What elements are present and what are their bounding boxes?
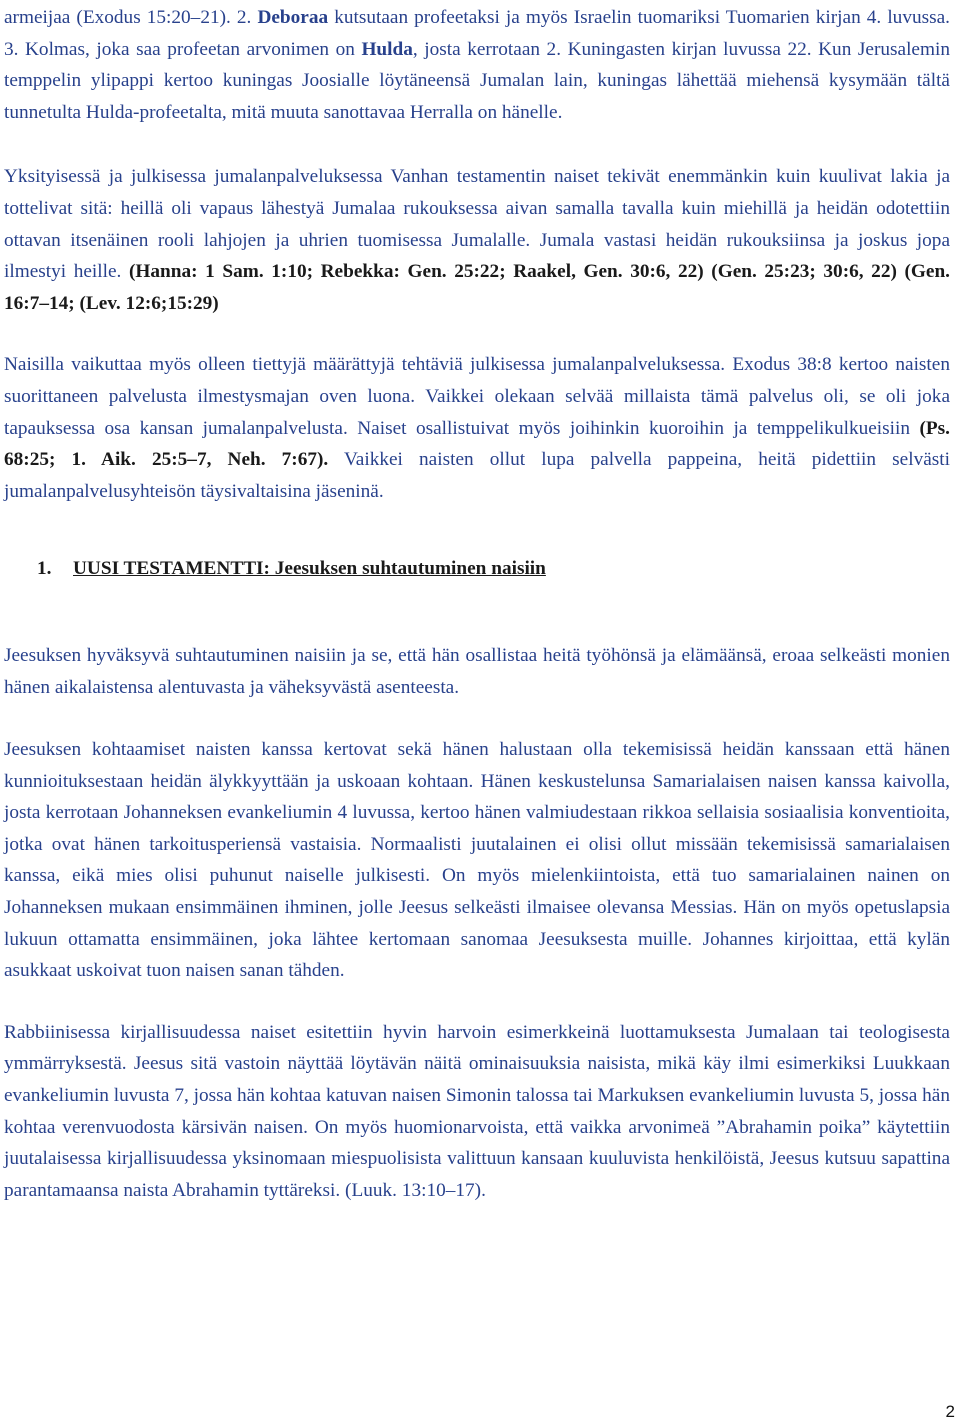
bold-text-run: (Ps. 68:25; 1. Aik. 25:5–7, Neh. 7:67).: [4, 417, 950, 471]
text-run: Jeesuksen hyväksyvä suhtautuminen naisiin ja se, että hän osallistaa heitä työhönsä ja elämäänsä, eroaa selkeästi monien hänen aikalaistensa alentuvasta ja väheksyvästä asenteesta.: [4, 644, 950, 698]
paragraph-jesus-attitude: [4, 640, 950, 703]
paragraph-prophetesses: [4, 2, 950, 128]
text-run: , josta kerrotaan 2. Kuningasten kirjan luvussa 22. Kun Jerusalemin temppelin ylipappi kertoo kuningas Joosialle löytäneensä Jumalan lain, kuningas lähettää miehensä kysymään tältä tunnetulta Hulda-profeetalta, mitä muuta sanottavaa Herralla on hänelle.: [4, 38, 950, 123]
section-heading: [4, 553, 950, 585]
paragraph-samaritan-woman: [4, 734, 950, 987]
text-run: Yksityisessä ja julkisessa jumalanpalveluksessa Vanhan testamentin naiset tekivät enemmänkin kuin kuulivat lakia ja tottelivat sitä: heillä oli vapaus lähestyä Jumalaa rukouksessa aivan samalla tavalla kuin miehillä ja heidän odotettiin ottavan itsenäinen rooli lahjojen ja uhrien tuomisessa Jumalalle. Jumala vastasi heidän rukouksiinsa ja joskus jopa ilmestyi heille.: [4, 166, 950, 283]
text-run: armeijaa (Exodus 15:20–21). 2.: [4, 7, 258, 28]
document-page: [4, 2, 950, 1206]
section-number: 1.: [37, 558, 52, 580]
text-run: Vaikkei naisten ollut lupa palvella pappeina, heitä pidettiin selvästi jumalanpalvelusyhteisön täysivaltaisina jäseninä.: [4, 449, 950, 502]
paragraph-worship-prayer: [4, 161, 950, 319]
text-run: Rabbiinisessa kirjallisuudessa naiset esitettiin hyvin harvoin esimerkkeinä luottamuksesta Jumalaan tai teologisesta ymmärryksestä. Jeesus sitä vastoin näyttää löytävän näitä ominaisuuksia naisista, mikä käy ilmi esimerkiksi Luukkaan evankeliumin luvusta 7, jossa hän kohtaa katuvan naisen Simonin talossa tai Markuksen evankeliumin luvusta 5, jossa hän kohtaa verenvuodosta kärsivän naisen. On myös huomionarvoista, että vaikka arvonimeä ”Abrahamin poika” käytettiin juutalaisessa kirjallisuudessa yksinomaan miespuolisista valittuun kansaan kuuluvista henkilöistä, Jeesus kutsuu sapattina parantamaansa naista Abrahamin tyttäreksi. (Luuk. 13:10–17).: [4, 1021, 950, 1201]
paragraph-rabbinic-literature: [4, 1017, 950, 1207]
bold-text-run: (Hanna: 1 Sam. 1:10; Rebekka: Gen. 25:22; Raakel, Gen. 30:6, 22) (Gen. 25:23; 30:6, 22) (Gen. 16:7–14; (Lev. 12:6;15:29): [4, 261, 951, 314]
text-run: Naisilla vaikuttaa myös olleen tiettyjä määrättyjä tehtäviä julkisessa jumalanpalveluksessa. Exodus 38:8 kertoo naisten suorittaneen palvelusta ilmestysmajan oven luona. Vaikkei olekaan selvää millaista tämä palvelus oli, se oli joka tapauksessa osa kansan jumalanpalvelusta. Naiset osallistuivat myös joihinkin kuoroihin ja temppelikulkueisiin: [4, 354, 950, 439]
page-number: 2: [945, 1402, 955, 1421]
bold-text-run: Hulda: [361, 38, 413, 60]
paragraph-public-worship-duties: [4, 349, 950, 507]
text-run: kutsutaan profeetaksi ja myös Israelin tuomariksi Tuomarien kirjan 4. luvussa. 3. Kolmas, joka saa profeetan arvonimen on: [4, 7, 950, 60]
text-run: Jeesuksen kohtaamiset naisten kanssa kertovat sekä hänen halustaan olla tekemisissä heidän kanssaan että hänen kunnioituksestaan heidän älykkyyttään ja uskoaan kohtaan. Hänen keskustelunsa Samarialaisen naisen kanssa kaivolla, josta kerrotaan Johanneksen evankeliumin 4 luvussa, kertoo hänen valmiudestaan rikkoa sellaisia sosiaalisia konventioita, jotka ovat hänen tarkoitusperiensä vastaisia. Normaalisti juutalainen ei olisi ollut missään tekemisissä samarialaisen kanssa, eikä mies olisi puhunut naiselle julkisesti. On myös mielenkiintoista, että tuo samarialainen nainen on Johanneksen mukaan ensimmäinen ihminen, jolle Jeesus selkeästi ilmaisee olevansa Messias. Hän on myös opetuslapsia lukuun ottamatta ensimmäinen, joka lähtee kertomaan sanomaa Jeesuksesta muille. Johannes kirjoittaa, että kylän asukkaat uskoivat tuon naisen sanan tähden.: [4, 739, 950, 982]
bold-text-run: Deboraa: [257, 7, 329, 28]
section-title: UUSI TESTAMENTTI: Jeesuksen suhtautuminen naisiin: [73, 558, 546, 580]
